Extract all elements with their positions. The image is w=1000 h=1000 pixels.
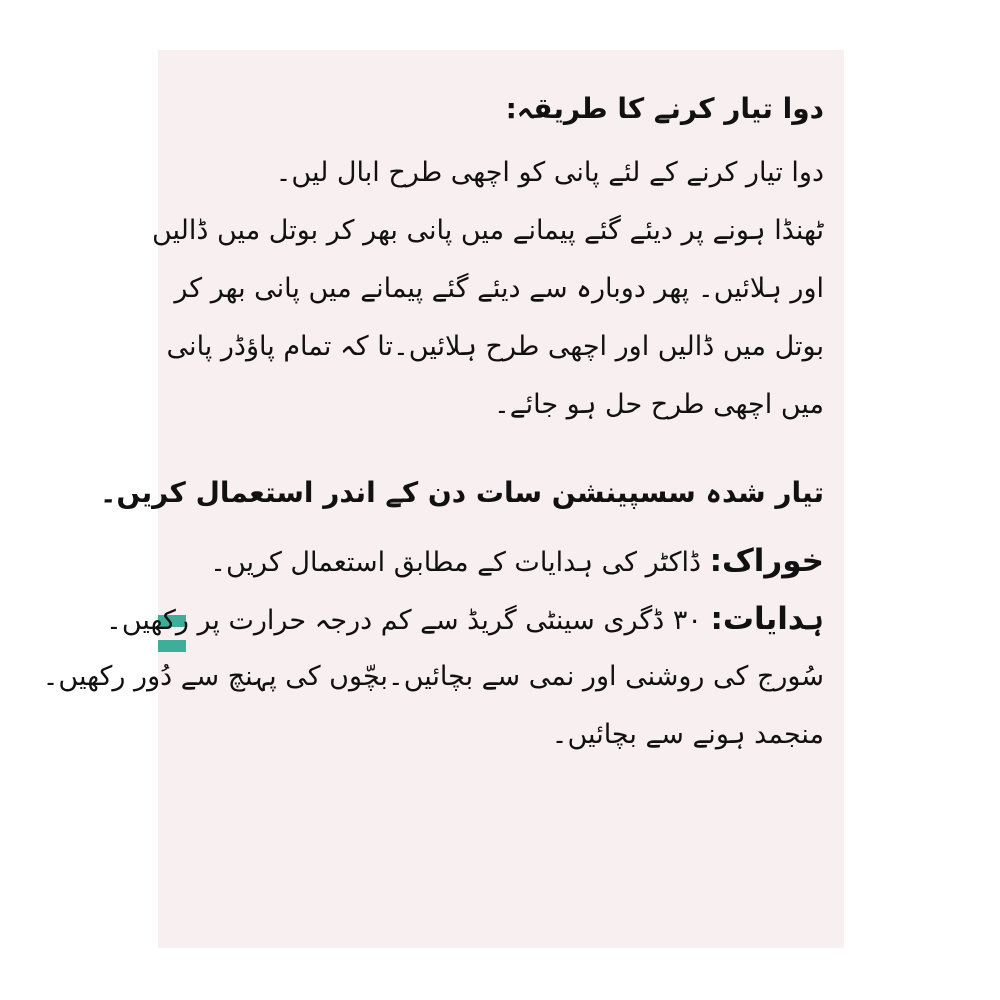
dosage-text: ڈاکٹر کی ہدایات کے مطابق استعمال کریں۔	[210, 547, 710, 578]
suspension-note: تیار شدہ سسپینشن سات دن کے اندر استعمال کریں۔	[100, 476, 824, 509]
instructions-line-3: منجمد ہونے سے بچائیں۔	[551, 719, 824, 750]
method-line-5: میں اچھی طرح حل ہو جائے۔	[493, 389, 824, 420]
method-line-2: ٹھنڈا ہونے پر دیئے گئے پیمانے میں پانی بھر کر بوتل میں ڈالیں	[151, 215, 824, 246]
method-line-4: بوتل میں ڈالیں اور اچھی طرح ہلائیں۔تا کہ تمام پاؤڈر پانی	[166, 331, 824, 362]
instructions-text: ۳۰ ڈگری سینٹی گریڈ سے کم درجہ حرارت پر رکھیں۔	[106, 605, 711, 636]
instructions-line-2: سُورج کی روشنی اور نمی سے بچائیں۔بچّوں کی پہنچ سے دُور رکھیں۔	[42, 661, 824, 692]
leaflet-panel	[42, 50, 844, 948]
dosage-line	[180, 532, 824, 590]
section-heading: دوا تیار کرنے کا طریقہ:	[505, 92, 824, 125]
spacer	[180, 434, 824, 464]
instructions-label: ہدایات:	[710, 601, 824, 637]
leaflet-text	[42, 80, 824, 764]
method-line-3: اور ہلائیں۔ پھر دوبارہ سے دیئے گئے پیمانے میں پانی بھر کر	[174, 273, 824, 304]
instructions-line	[106, 590, 824, 648]
dosage-label: خوراک:	[709, 543, 824, 579]
method-line-1: دوا تیار کرنے کے لئے پانی کو اچھی طرح ابال لیں۔	[275, 157, 824, 188]
spacer	[180, 522, 824, 532]
